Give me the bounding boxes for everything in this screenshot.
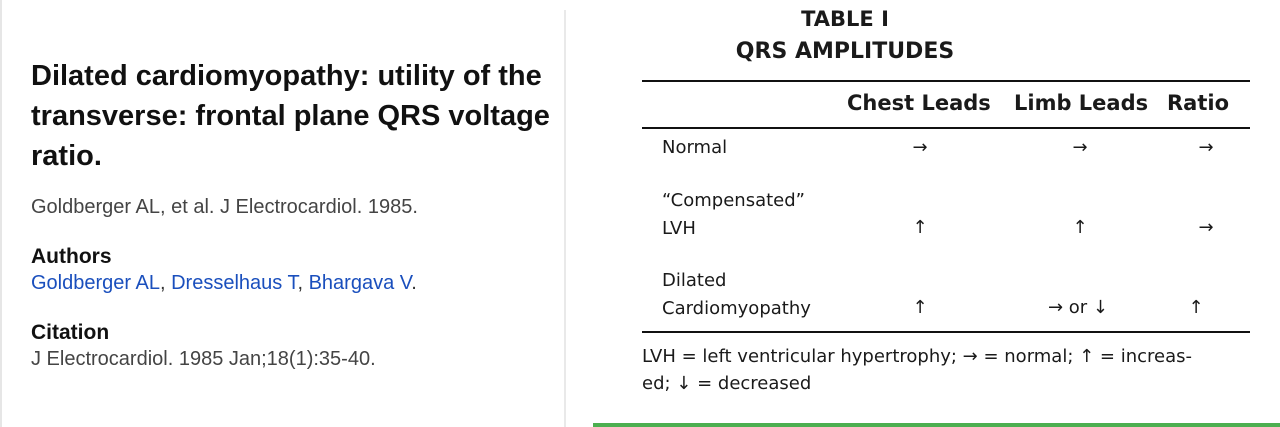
cell-lvh-ratio: → — [1198, 217, 1214, 238]
panel-divider — [564, 10, 566, 427]
table-subtitle: QRS AMPLITUDES — [735, 39, 955, 64]
table-top-rule — [642, 80, 1250, 82]
authors-end-period: . — [411, 272, 417, 294]
table-title: TABLE I — [801, 7, 889, 31]
citation-heading: Citation — [31, 321, 110, 344]
row-label-line: “Compensated” — [662, 190, 805, 211]
author-separator: , — [297, 272, 309, 294]
cell-normal-ratio: → — [1198, 137, 1214, 158]
row-label-normal — [662, 134, 727, 162]
cell-lvh-chest: ↑ — [912, 217, 928, 238]
cell-dcm-ratio: ↑ — [1188, 297, 1204, 318]
accent-bar — [593, 423, 1280, 427]
author-separator: , — [159, 272, 172, 294]
left-edge-border — [0, 0, 2, 427]
column-header-limb-leads: Limb Leads — [1014, 91, 1149, 115]
citation-text: J Electrocardiol. 1985 Jan;18(1):35-40. — [31, 348, 376, 370]
article-meta: Goldberger AL, et al. J Electrocardiol. 1985. — [31, 196, 418, 218]
article-summary — [31, 56, 551, 371]
table-header-rule — [642, 127, 1250, 129]
cell-normal-limb: → — [1072, 137, 1088, 158]
cell-dcm-limb: → or ↓ — [1047, 297, 1109, 318]
table-footnote — [642, 343, 1262, 397]
author-link-bhargava[interactable]: Bhargava V — [308, 272, 412, 294]
table-figure — [600, 0, 1280, 423]
table-bottom-rule — [642, 331, 1250, 333]
authors-heading: Authors — [31, 245, 112, 268]
footnote-line: LVH = left ventricular hypertrophy; → = normal; ↑ = increas- — [642, 346, 1193, 367]
article-title[interactable]: Dilated cardiomyopathy: utility of the transverse: frontal plane QRS voltage ratio. — [31, 60, 550, 172]
footnote-line: ed; ↓ = decreased — [642, 373, 812, 394]
cell-lvh-limb: ↑ — [1072, 217, 1088, 238]
author-link-dresselhaus[interactable]: Dresselhaus T — [171, 272, 298, 294]
column-header-ratio: Ratio — [1167, 91, 1230, 115]
cell-dcm-chest: ↑ — [912, 297, 928, 318]
row-label-compensated-lvh — [662, 187, 805, 243]
row-label-dilated-cardiomyopathy — [662, 267, 811, 323]
row-label-line: Cardiomyopathy — [662, 298, 811, 319]
row-label-line: Dilated — [662, 270, 727, 291]
row-label-line: LVH — [662, 218, 696, 239]
cell-normal-chest: → — [912, 137, 928, 158]
authors-list — [31, 272, 551, 295]
row-label-line: Normal — [662, 137, 728, 158]
column-header-chest-leads: Chest Leads — [847, 91, 991, 115]
author-link-goldberger[interactable]: Goldberger AL — [31, 272, 160, 294]
